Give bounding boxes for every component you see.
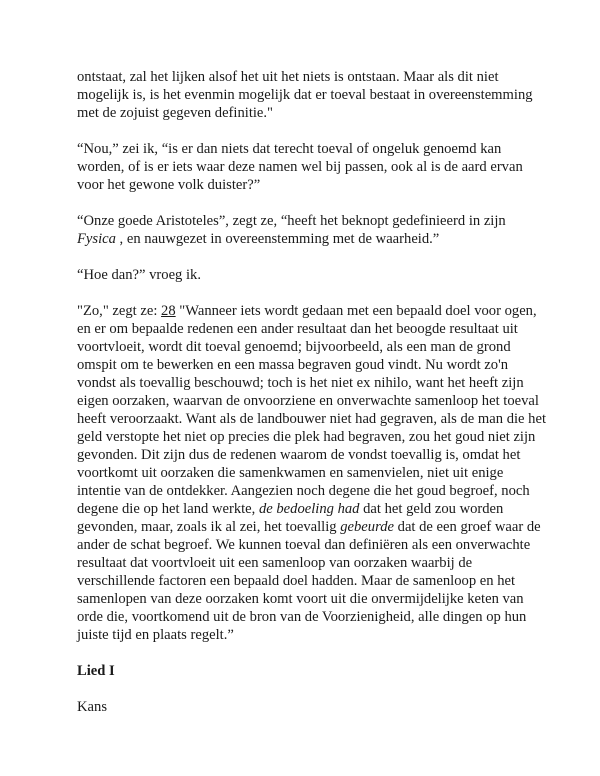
paragraph-5-text-b: "Wanneer iets wordt gedaan met een bepaald doel voor ogen, en er om bepaalde redenen een ander resultaat dan het beoogde resultaat uit voortvloeit, wordt dit toeval genoemd; bijvoorbeeld, als een man de grond omspit om te bewerken en een massa begraven goud vindt. Nu wordt zo'n vondst als toevallig beschouwd; toch is het niet ex nihilo, want het heeft zijn eigen oorzaken, waarvan de onvoorziene en onverwachte samenloop het toeval heeft veroorzaakt. Want als de landbouwer niet had gegraven, als de man die het geld verstopte het niet op precies die plek had begraven, zou het goud niet zijn gevonden. Dit zijn dus de redenen waarom de vondst toevallig is, omdat het voortkomt uit oorzaken die samenkwamen en samenvielen, niet uit enige intentie van de ontdekker. Aangezien noch degene die het goud begroef, noch degene die op het land werkte, <box>77 303 547 517</box>
paragraph-4: “Hoe dan?” vroeg ik. <box>77 267 201 283</box>
section-subheading: Kans <box>77 699 107 715</box>
paragraph-5 <box>77 302 547 644</box>
document-page <box>77 68 547 734</box>
paragraph-5-emphasis-2: gebeurde <box>340 519 394 535</box>
paragraph-5-text-a: "Zo," zegt ze: <box>77 303 162 319</box>
paragraph-5-emphasis-1: de bedoeling had <box>258 501 360 517</box>
footnote-link[interactable]: 28 <box>161 303 176 319</box>
section-heading: Lied I <box>77 663 115 679</box>
paragraph-3-title: Fysica <box>77 231 116 247</box>
paragraph-3-text-a: “Onze goede Aristoteles”, zegt ze, “heeft het beknopt gedefinieerd in zijn <box>77 213 506 229</box>
paragraph-3 <box>77 212 547 248</box>
paragraph-5-text-d: dat de een groef waar de ander de schat begroef. We kunnen toeval dan definiëren als een onverwachte resultaat dat voortvloeit uit een samenloop van oorzaken waarbij de verschillende factoren een bepaald doel hadden. Maar de samenloop en het samenlopen van deze oorzaken komt voort uit die onvermijdelijke keten van orde die, voortkomend uit de bron van de Voorzienigheid, alle dingen op hun juiste tijd en plaats regelt.” <box>77 519 541 643</box>
paragraph-3-text-b: , en nauwgezet in overeenstemming met de waarheid.” <box>115 231 440 247</box>
paragraph-2: “Nou,” zei ik, “is er dan niets dat terecht toeval of ongeluk genoemd kan worden, of is er iets waar deze namen wel bij passen, ook al is de aard ervan voor het gewone volk duister?” <box>77 141 523 193</box>
paragraph-5-text-c: dat het geld zou worden gevonden, maar, zoals ik al zei, het toevallig <box>77 501 504 535</box>
paragraph-1: ontstaat, zal het lijken alsof het uit het niets is ontstaan. Maar als dit niet mogelijk is, is het evenmin mogelijk dat er toeval bestaat in overeenstemming met de zojuist gegeven definitie." <box>77 69 533 121</box>
